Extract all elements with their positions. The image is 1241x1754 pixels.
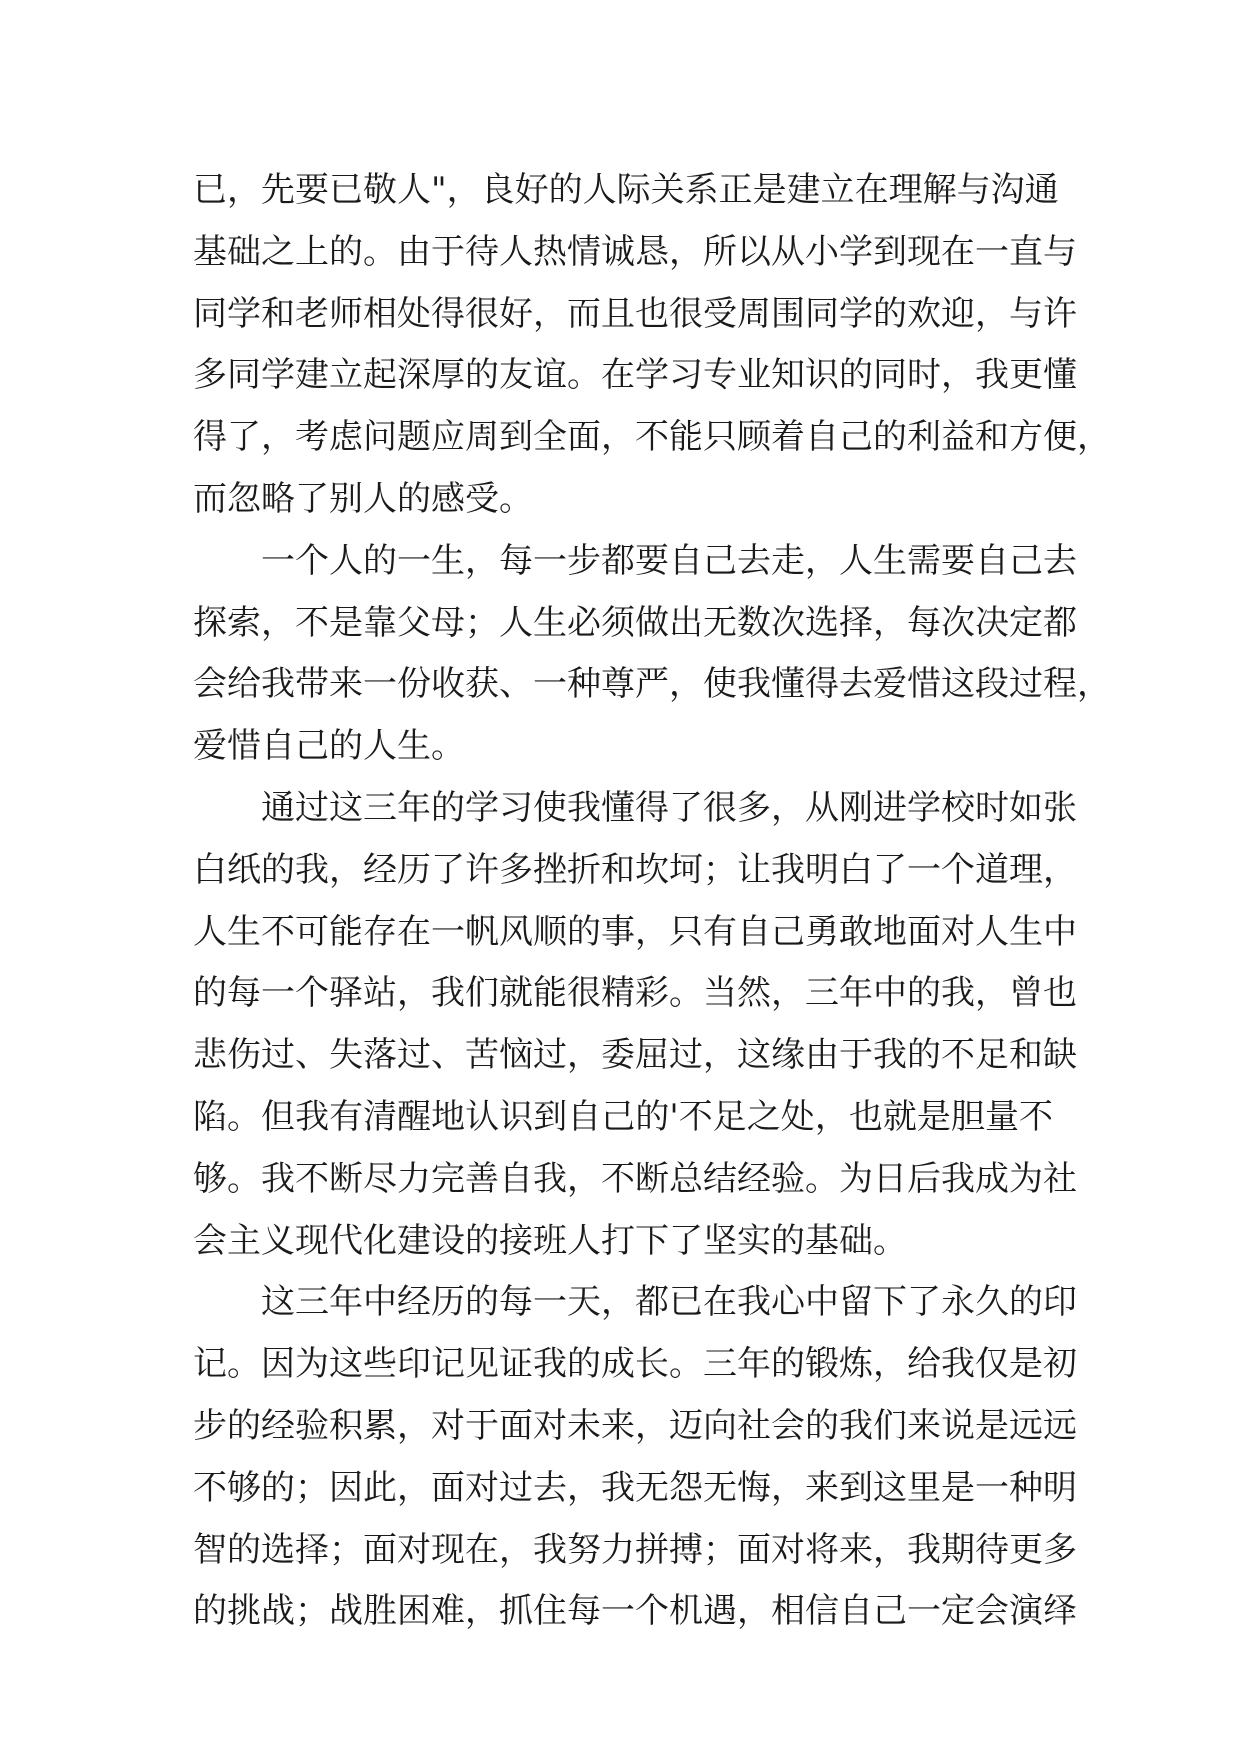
text-line: 的每一个驿站，我们就能很精彩。当然，三年中的我，曾也: [193, 973, 1077, 1014]
text-line: 这三年中经历的每一天，都已在我心中留下了永久的印: [193, 1282, 1077, 1323]
text-line: 不够的；因此，面对过去，我无怨无悔，来到这里是一种明: [193, 1467, 1077, 1508]
text-line: 基础之上的。由于待人热情诚恳，所以从小学到现在一直与: [193, 231, 1077, 272]
text-line: 会主义现代化建设的接班人打下了坚实的基础。: [193, 1220, 907, 1261]
text-line: 会给我带来一份收获、一种尊严，使我懂得去爱惜这段过程，: [193, 664, 1111, 705]
text-line: 人生不可能存在一帆风顺的事，只有自己勇敢地面对人生中: [193, 911, 1077, 952]
text-line: 通过这三年的学习使我懂得了很多，从刚进学校时如张: [193, 787, 1077, 828]
text-line: 白纸的我，经历了许多挫折和坎坷；让我明白了一个道理，: [193, 849, 1077, 890]
text-line: 得了，考虑问题应周到全面，不能只顾着自己的利益和方便，: [193, 417, 1111, 458]
text-line: 的挑战；战胜困难，抓住每一个机遇，相信自己一定会演绎: [193, 1591, 1077, 1632]
text-line: 而忽略了别人的感受。: [193, 478, 533, 519]
text-line: 陷。但我有清醒地认识到自己的'不足之处，也就是胆量不: [193, 1096, 1053, 1137]
text-line: 同学和老师相处得很好，而且也很受周围同学的欢迎，与许: [193, 293, 1077, 334]
paragraph: [193, 531, 1111, 778]
text-line: 悲伤过、失落过、苦恼过，委屈过，这缘由于我的不足和缺: [193, 1035, 1077, 1076]
paragraph: [193, 160, 1111, 531]
text-line: 已，先要已敬人"，良好的人际关系正是建立在理解与沟通: [193, 170, 1059, 210]
text-line: 爱惜自己的人生。: [193, 726, 465, 767]
text-line: 够。我不断尽力完善自我，不断总结经验。为日后我成为社: [193, 1158, 1077, 1199]
paragraph: [193, 778, 1077, 1272]
text-line: 一个人的一生，每一步都要自己去走，人生需要自己去: [193, 540, 1077, 581]
text-line: 记。因为这些印记见证我的成长。三年的锻炼，给我仅是初: [193, 1344, 1077, 1385]
text-line: 步的经验积累，对于面对未来，迈向社会的我们来说是远远: [193, 1405, 1077, 1446]
paragraph: [193, 1272, 1077, 1643]
text-line: 探索，不是靠父母；人生必须做出无数次选择，每次决定都: [193, 602, 1077, 643]
document-body: [193, 160, 1111, 1643]
text-line: 多同学建立起深厚的友谊。在学习专业知识的同时，我更懂: [193, 355, 1077, 396]
text-line: 智的选择；面对现在，我努力拼搏；面对将来，我期待更多: [193, 1529, 1077, 1570]
